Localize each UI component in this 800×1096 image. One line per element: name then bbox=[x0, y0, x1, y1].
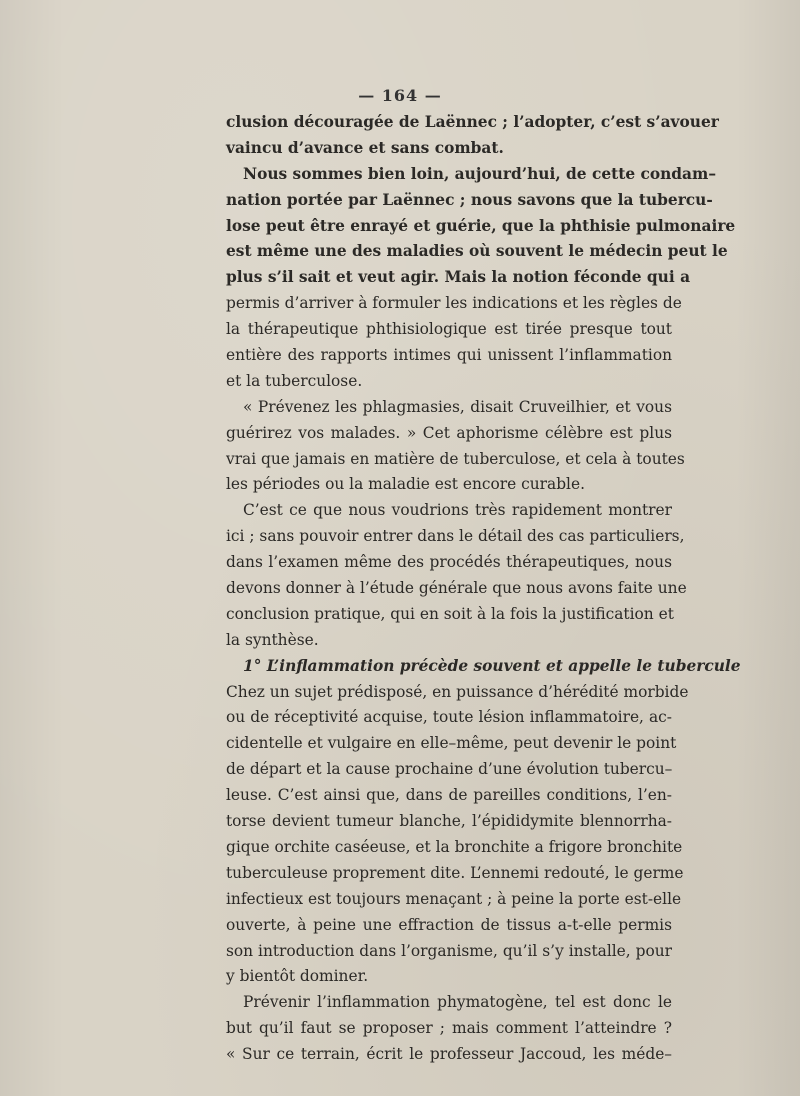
text-line: leuse. C’est ainsi que, dans de pareilles conditions, l’en- bbox=[226, 786, 672, 805]
text-line: torse devient tumeur blanche, l’épididymite blennorrha- bbox=[226, 812, 672, 831]
text-line: infectieux est toujours menaçant ; à peine la porte est-elle bbox=[226, 889, 682, 908]
text-line: « Sur ce terrain, écrit le professeur Jaccoud, les méde– bbox=[226, 1045, 672, 1064]
text-line: permis d’arriver à formuler les indications et les règles de bbox=[226, 294, 682, 313]
text-line: gique orchite caséeuse, et la bronchite a frigore bronchite bbox=[226, 837, 683, 856]
text-line: la synthèse. bbox=[226, 630, 319, 649]
text-line: plus s’il sait et veut agir. Mais la notion féconde qui a bbox=[226, 268, 691, 287]
text-line: de départ et la cause prochaine d’une évolution tubercu– bbox=[226, 760, 673, 779]
text-line: clusion découragée de Laënnec ; l’adopter, c’est s’avouer bbox=[226, 113, 719, 131]
text-line: est même une des maladies où souvent le médecin peut le bbox=[226, 242, 728, 261]
text-line: lose peut être enrayé et guérie, que la phthisie pulmonaire bbox=[226, 216, 736, 235]
page-number: — 164 — bbox=[358, 86, 442, 105]
body-text bbox=[226, 110, 741, 1068]
text-line: y bientôt dominer. bbox=[226, 967, 369, 986]
text-line: C’est ce que nous voudrions très rapidement montrer bbox=[243, 501, 672, 520]
text-line: guérirez vos malades. » Cet aphorisme célèbre est plus bbox=[226, 423, 672, 442]
text-line: but qu’il faut se proposer ; mais comment l’atteindre ? bbox=[226, 1019, 672, 1038]
text-line: ici ; sans pouvoir entrer dans le détail des cas particuliers, bbox=[226, 527, 685, 546]
text-line: ou de réceptivité acquise, toute lésion inflammatoire, ac- bbox=[226, 708, 672, 727]
text-line: Prévenir l’inflammation phymatogène, tel est donc le bbox=[243, 993, 672, 1012]
text-line: dans l’examen même des procédés thérapeutiques, nous bbox=[226, 553, 672, 572]
text-line: la thérapeutique phthisiologique est tirée presque tout bbox=[226, 320, 672, 339]
text-line: vrai que jamais en matière de tuberculose, et cela à toutes bbox=[226, 449, 685, 468]
text-line: entière des rapports intimes qui unissent l’inflammation bbox=[226, 346, 672, 365]
section-heading: 1° L’inflammation précède souvent et appelle le tubercule bbox=[243, 656, 741, 675]
text-line: nation portée par Laënnec ; nous savons que la tubercu- bbox=[226, 190, 713, 209]
text-line: tuberculeuse proprement dite. L’ennemi redouté, le germe bbox=[226, 863, 684, 882]
text-line: devons donner à l’étude générale que nous avons faite une bbox=[226, 579, 687, 598]
text-line: les périodes ou la maladie est encore curable. bbox=[226, 475, 585, 494]
text-line: ouverte, à peine une effraction de tissus a-t-elle permis bbox=[226, 915, 672, 934]
text-line: son introduction dans l’organisme, qu’il s’y installe, pour bbox=[226, 941, 672, 960]
text-line: cidentelle et vulgaire en elle–même, peut devenir le point bbox=[226, 734, 677, 753]
text-line: Nous sommes bien loin, aujourd’hui, de cette condam– bbox=[243, 164, 717, 183]
text-line: vaincu d’avance et sans combat. bbox=[226, 138, 504, 157]
text-line: et la tuberculose. bbox=[226, 371, 363, 390]
text-line: conclusion pratique, qui en soit à la fois la justification et bbox=[226, 604, 674, 623]
text-line: « Prévenez les phlagmasies, disait Cruveilhier, et vous bbox=[243, 397, 672, 416]
text-line: Chez un sujet prédisposé, en puissance d’hérédité morbide bbox=[226, 682, 689, 701]
